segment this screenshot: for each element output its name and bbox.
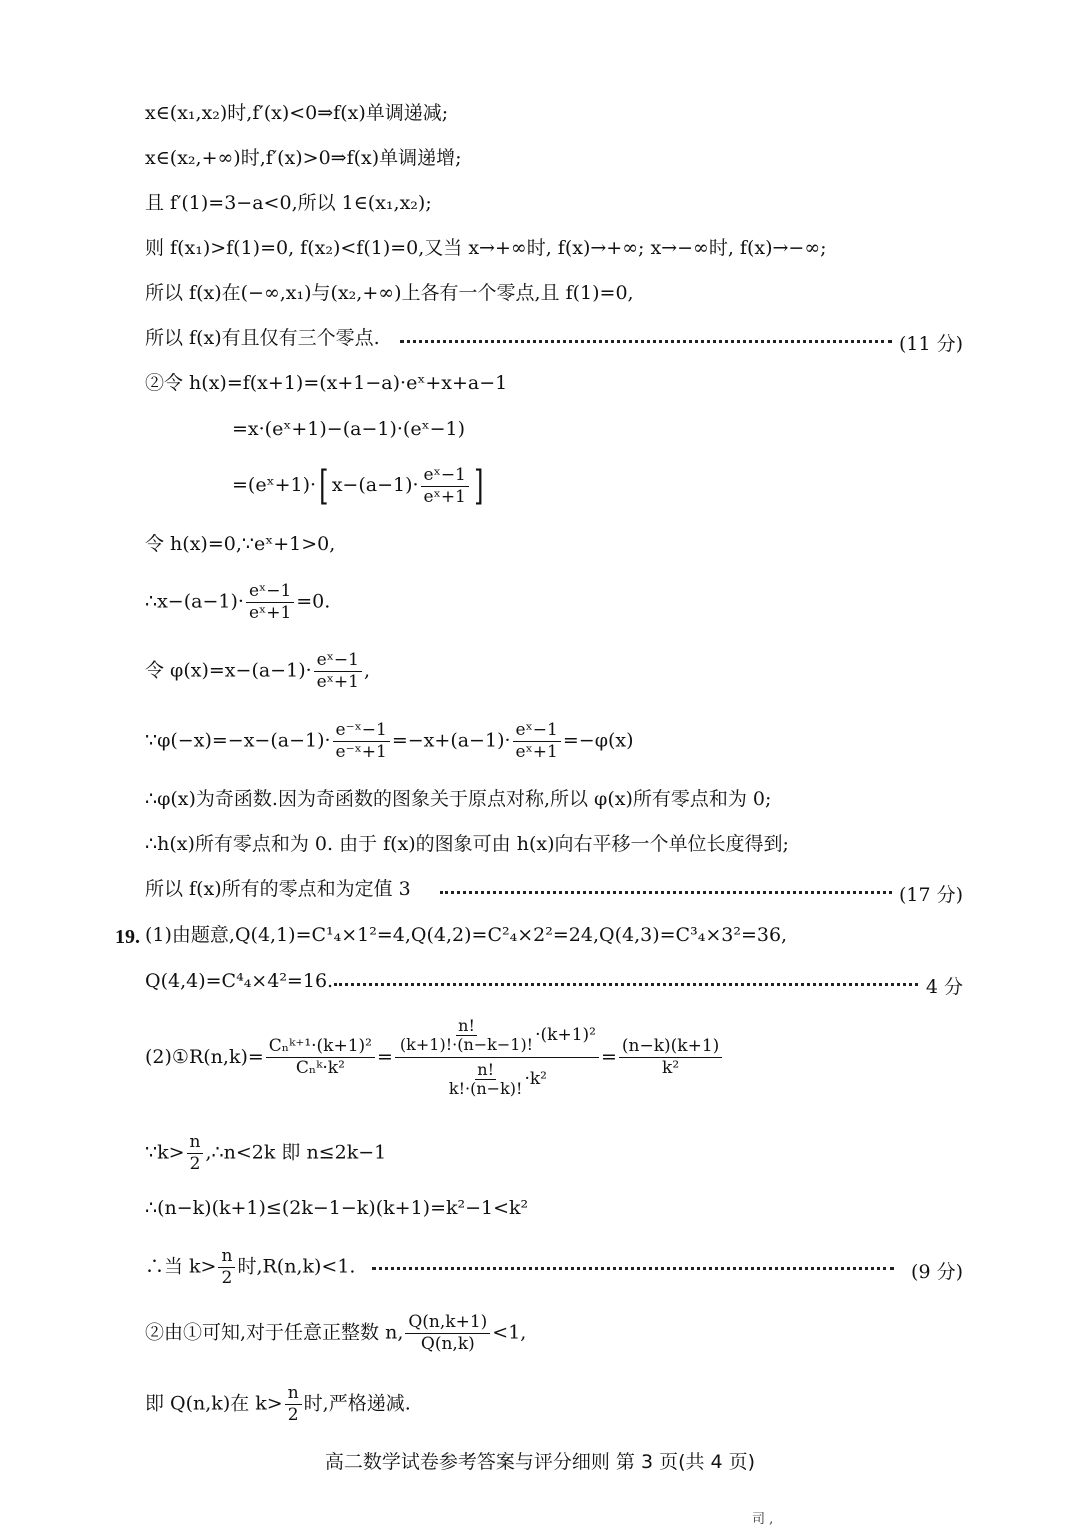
fraction <box>513 722 561 761</box>
formula-prefix: ∵k> <box>145 1141 185 1164</box>
fraction-numerator: Q(n,k+1) <box>405 1314 490 1334</box>
fraction-numerator: eˣ−1 <box>513 722 561 742</box>
fraction-denominator: eˣ+1 <box>423 486 466 507</box>
text-line: 所以 f(x)在(−∞,x₁)与(x₂,+∞)上各有一个零点,且 f(1)=0, <box>145 282 634 304</box>
fraction <box>619 1038 722 1077</box>
formula-line <box>232 463 486 509</box>
text-line: 且 f′(1)=3−a<0,所以 1∈(x₁,x₂); <box>145 192 432 214</box>
text-line: ∴h(x)所有零点和为 0. 由于 f(x)的图象可由 h(x)向右平移一个单位长度得到; <box>145 833 789 855</box>
text-line: x∈(x₁,x₂)时,f′(x)<0⇒f(x)单调递减; <box>145 102 449 124</box>
formula-inner: x−(a−1)· <box>331 474 419 496</box>
formula-line <box>145 722 634 761</box>
formula-line <box>145 1385 411 1424</box>
page-footer: 高二数学试卷参考答案与评分细则 第 3 页(共 4 页) <box>324 1451 756 1473</box>
formula-suffix: , <box>363 659 371 682</box>
formula-tail: ·(k+1)² <box>535 1025 596 1045</box>
fraction-denominator: (k+1)!·(n−k−1)! <box>399 1035 534 1054</box>
formula-suffix: <1, <box>492 1321 527 1344</box>
fraction-numerator <box>395 1018 599 1058</box>
fraction <box>314 652 362 691</box>
equals-sign: = <box>377 1046 393 1068</box>
text-line: =x·(eˣ+1)−(a−1)·(eˣ−1) <box>232 418 466 440</box>
fraction-denominator: Q(n,k) <box>420 1334 475 1354</box>
formula-prefix: ②由①可知,对于任意正整数 n, <box>145 1321 404 1344</box>
formula-prefix: (2)①R(n,k)= <box>145 1046 264 1068</box>
text-line: ∴φ(x)为奇函数.因为奇函数的图象关于原点对称,所以 φ(x)所有零点和为 0; <box>145 788 772 810</box>
fraction-numerator: n <box>187 1134 204 1154</box>
left-bracket: [ <box>319 463 329 509</box>
question-number: 19. <box>115 926 140 948</box>
fraction <box>405 1314 490 1353</box>
fraction-denominator: k² <box>662 1058 680 1078</box>
text-line: 所以 f(x)有且仅有三个零点. <box>145 327 380 349</box>
fraction-numerator: eˣ−1 <box>314 652 362 672</box>
formula-prefix: ∴x−(a−1)· <box>145 590 244 613</box>
right-bracket: ] <box>473 463 484 509</box>
dotted-leader <box>440 891 892 894</box>
text-line: Q(4,4)=C⁴₄×4²=16. <box>145 970 334 992</box>
text-line: 则 f(x₁)>f(1)=0, f(x₂)<f(1)=0,又当 x→+∞时, f(x)→+∞; x→−∞时, f(x)→−∞; <box>145 237 827 259</box>
formula-prefix: 令 φ(x)=x−(a−1)· <box>145 659 312 682</box>
equals-sign: = <box>600 1046 617 1068</box>
fraction-denominator: 2 <box>287 1405 299 1425</box>
formula-line <box>145 1134 386 1173</box>
formula-line <box>145 1018 724 1097</box>
bottom-mark: 司 , <box>752 1512 774 1527</box>
fraction-numerator: n! <box>477 1060 495 1079</box>
fraction-numerator: eˣ−1 <box>246 583 294 603</box>
fraction-denominator: k!·(n−k)! <box>448 1079 523 1098</box>
fraction-numerator: n! <box>458 1016 475 1035</box>
formula-suffix: 时,R(n,k)<1. <box>237 1255 356 1278</box>
formula-prefix: =(eˣ+1)· <box>232 474 317 496</box>
formula-suffix: 时,严格递减. <box>303 1392 411 1415</box>
fraction-numerator: (n−k)(k+1) <box>619 1038 722 1058</box>
formula-part: =−φ(x) <box>562 729 634 752</box>
inner-fraction <box>447 1062 525 1097</box>
text-line: 所以 f(x)所有的零点和为定值 3 <box>145 878 411 900</box>
fraction-denominator <box>444 1058 550 1097</box>
formula-part: =−x+(a−1)· <box>391 729 511 752</box>
score-label: (17 分) <box>898 884 963 906</box>
text-line: (1)由题意,Q(4,1)=C¹₄×1²=4,Q(4,2)=C²₄×2²=24,Q(4,3)=C³₄×3²=36, <box>145 924 788 946</box>
score-label: 4 分 <box>925 976 963 998</box>
fraction-denominator: e⁻ˣ+1 <box>335 742 387 762</box>
fraction-denominator: 2 <box>221 1268 233 1288</box>
fraction <box>246 583 294 622</box>
fraction-denominator: eˣ+1 <box>248 603 292 623</box>
fraction-numerator: n <box>285 1385 302 1405</box>
text-line: ∴(n−k)(k+1)≤(2k−1−k)(k+1)=k²−1<k² <box>145 1197 529 1219</box>
fraction-denominator: Cₙᵏ·k² <box>295 1058 345 1078</box>
formula-tail: ·k² <box>524 1069 547 1089</box>
fraction <box>187 1134 204 1173</box>
fraction-numerator: e⁻ˣ−1 <box>333 722 390 742</box>
fraction-numerator: eˣ−1 <box>421 467 469 487</box>
fraction-numerator: n <box>218 1248 235 1268</box>
fraction <box>285 1385 302 1424</box>
score-label: (9 分) <box>911 1261 963 1283</box>
score-label: (11 分) <box>898 333 963 355</box>
formula-part: ∵φ(−x)=−x−(a−1)· <box>145 729 331 752</box>
formula-prefix: 即 Q(n,k)在 k> <box>145 1392 283 1415</box>
fraction-denominator: eˣ+1 <box>515 742 558 762</box>
formula-suffix: =0. <box>296 590 331 613</box>
inner-fraction <box>398 1018 535 1053</box>
formula-suffix: ,∴n<2k 即 n≤2k−1 <box>205 1141 387 1164</box>
formula-line <box>145 1248 355 1287</box>
compound-fraction <box>395 1018 599 1097</box>
fraction <box>421 464 469 507</box>
fraction <box>333 722 390 761</box>
fraction <box>218 1248 235 1287</box>
formula-line <box>145 652 370 691</box>
dotted-leader <box>400 340 892 343</box>
text-line: ②令 h(x)=f(x+1)=(x+1−a)·eˣ+x+a−1 <box>145 372 508 394</box>
formula-line <box>145 1314 526 1353</box>
fraction-numerator: Cₙᵏ⁺¹·(k+1)² <box>266 1038 375 1058</box>
fraction <box>266 1038 375 1077</box>
text-line: 令 h(x)=0,∵eˣ+1>0, <box>145 533 336 555</box>
formula-prefix: ∴当 k> <box>145 1255 217 1278</box>
dotted-leader <box>334 983 918 986</box>
fraction-denominator: 2 <box>189 1154 201 1174</box>
dotted-leader <box>372 1267 894 1270</box>
fraction-denominator: eˣ+1 <box>316 672 359 692</box>
formula-line <box>145 583 330 622</box>
text-line: x∈(x₂,+∞)时,f′(x)>0⇒f(x)单调递增; <box>145 147 462 169</box>
